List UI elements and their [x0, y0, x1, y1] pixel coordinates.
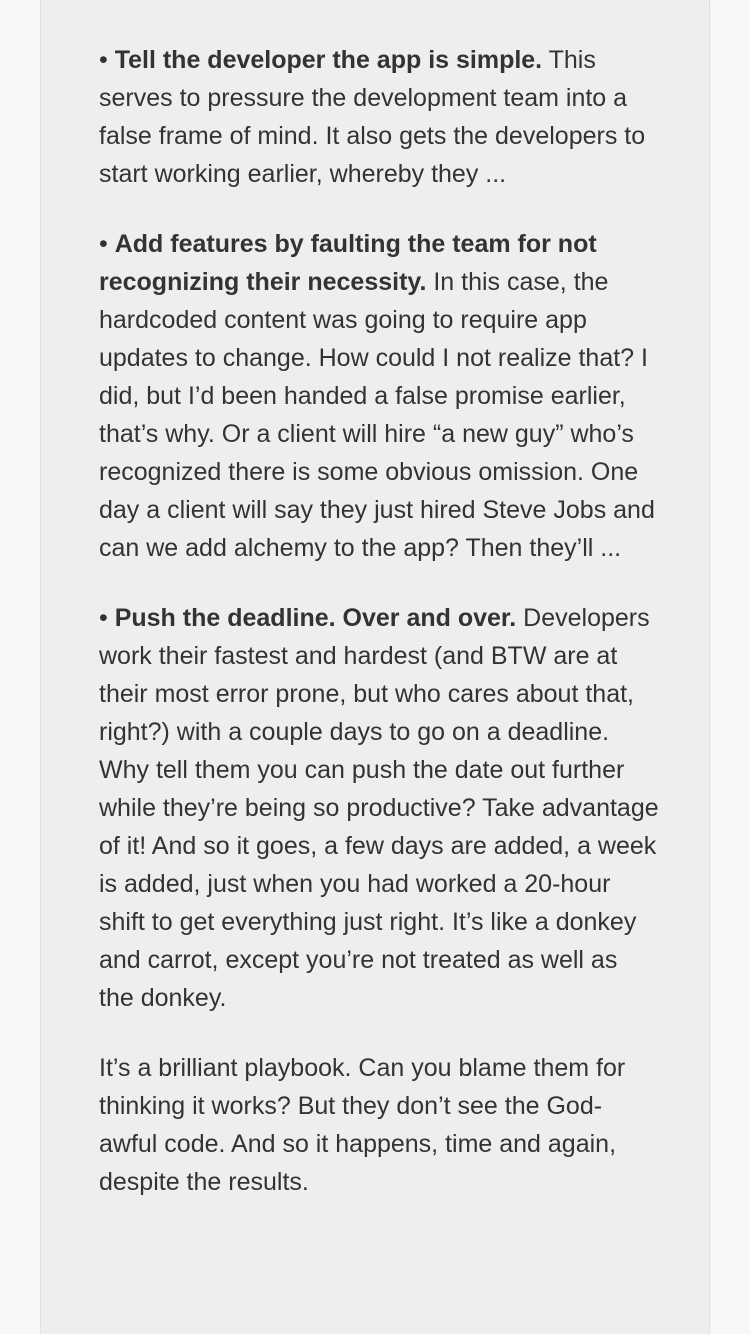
paragraph-simple-app — [99, 41, 659, 193]
bullet: • — [99, 230, 115, 258]
paragraph-text: This serves to pressure the development team into a false frame of mind. It also gets the developers to start working earlier, whereby they ... — [99, 46, 646, 188]
paragraph-playbook — [99, 1049, 659, 1201]
paragraph-lead: Push the deadline. Over and over. — [114, 604, 517, 632]
paragraph-text: Developers work their fastest and hardest (and BTW are at their most error prone, but who cares about that, right?) with a couple days to go on a deadline. Why tell them you can push the date out further while they’re being so productive? Take advantage of it! And so it goes, a few days are added, a week is added, just when you had worked a 20-hour shift to get everything just right. It’s like a donkey and carrot, except you’re not treated as well as the donkey. — [99, 604, 659, 1012]
bullet: • — [99, 604, 115, 632]
article-column — [40, 0, 710, 1334]
paragraph-push-deadline — [99, 599, 659, 1017]
paragraph-lead: Tell the developer the app is simple. — [114, 46, 543, 74]
article-body — [99, 41, 659, 1233]
paragraph-text: It’s a brilliant playbook. Can you blame them for thinking it works? But they don’t see the God-awful code. And so it happens, time and again, despite the results. — [99, 1054, 626, 1196]
bullet: • — [99, 46, 115, 74]
paragraph-text: In this case, the hardcoded content was going to require app updates to change. How could I not realize that? I did, but I’d been handed a false promise earlier, that’s why. Or a client will hire “a new guy” who’s recognized there is some obvious omission. One day a client will say they just hired Steve Jobs and can we add alchemy to the app? Then they’ll ... — [99, 268, 655, 562]
paragraph-lead: Add features by faulting the team for not recognizing their necessity. — [99, 230, 597, 296]
paragraph-add-features — [99, 225, 659, 567]
